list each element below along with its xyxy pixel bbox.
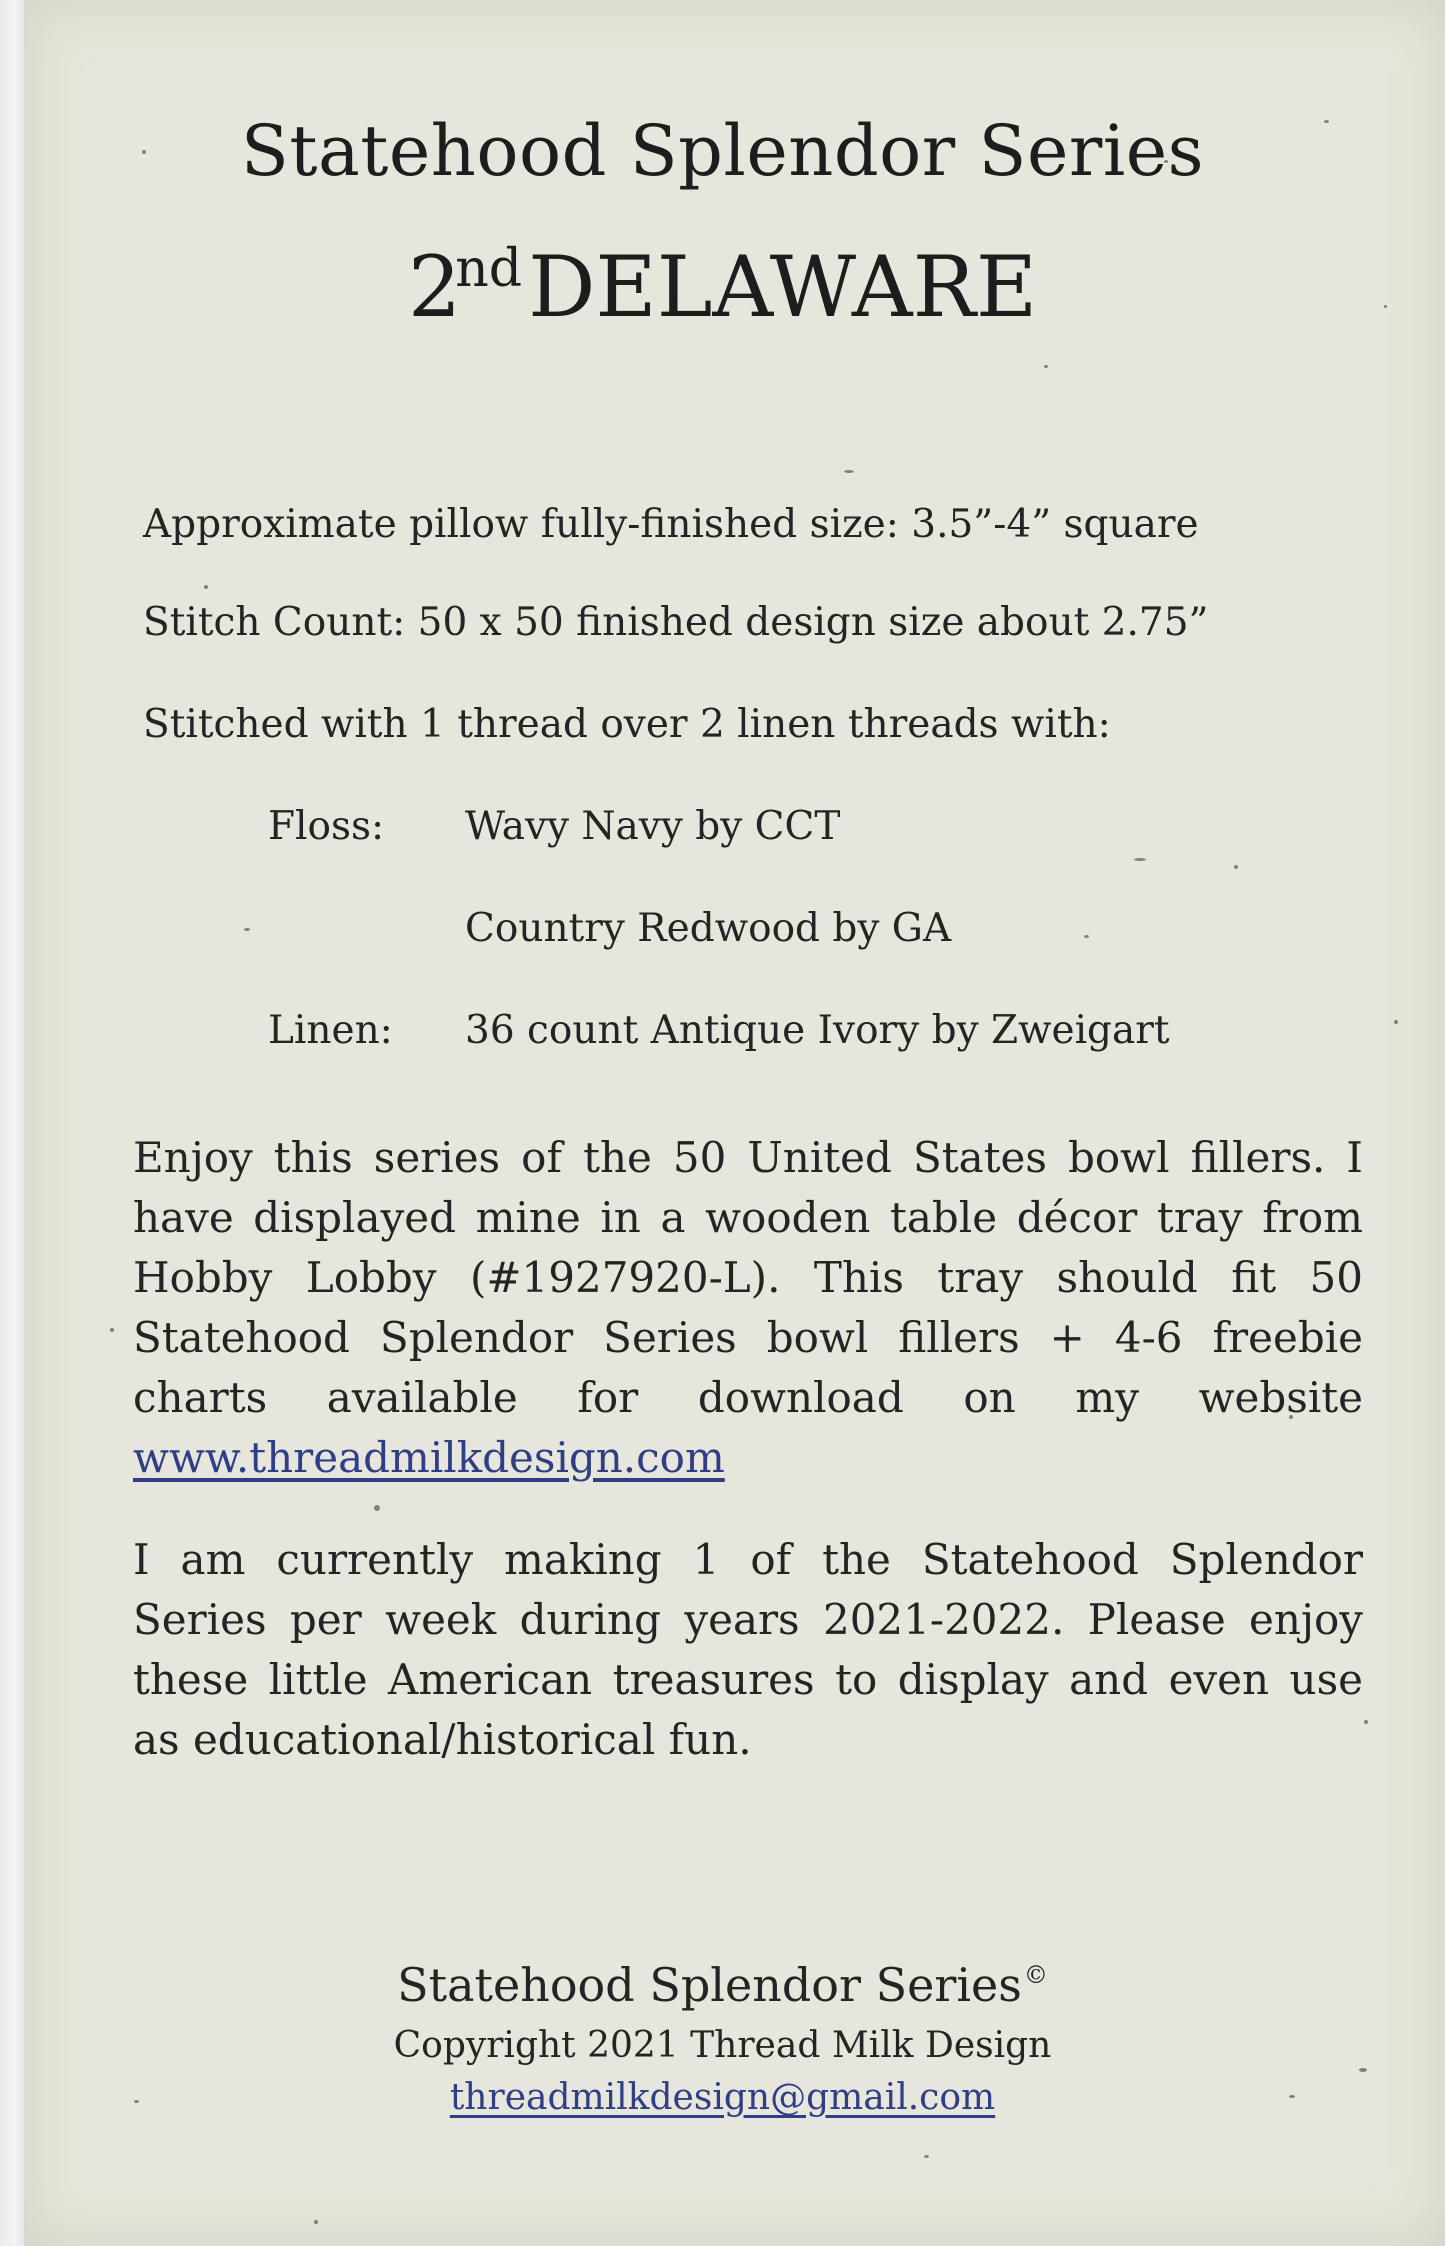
- footer-copyright: Copyright 2021 Thread Milk Design: [393, 2025, 1052, 2066]
- state-heading: [0, 238, 1445, 336]
- copyright-mark: ©: [1023, 1961, 1048, 1989]
- floss-label: Floss:: [268, 804, 385, 849]
- pillow-size-text: Approximate pillow fully-finished size: 3.5”-4” square: [143, 502, 1199, 547]
- state-ordinal-suffix: nd: [455, 239, 523, 299]
- footer-series-text: Statehood Splendor Series: [397, 1958, 1022, 2012]
- website-link[interactable]: www.threadmilkdesign.com: [133, 1433, 725, 1482]
- linen-label: Linen:: [268, 1008, 393, 1053]
- stitched-with-text: Stitched with 1 thread over 2 linen threads with:: [143, 702, 1111, 747]
- series-title: Statehood Splendor Series: [240, 110, 1205, 192]
- floss-item-1: Wavy Navy by CCT: [465, 804, 841, 849]
- pattern-card: [24, 0, 1445, 2246]
- state-ordinal-number: 2: [407, 238, 462, 336]
- stitch-count-text: Stitch Count: 50 x 50 finished design size about 2.75”: [143, 600, 1209, 645]
- email-link[interactable]: threadmilkdesign@gmail.com: [449, 2077, 996, 2118]
- footer-email-row: [0, 2077, 1445, 2118]
- weekly-release-paragraph: I am currently making 1 of the Statehood Splendor Series per week during years 2021-2022. Please enjoy these little American treasures to display and even use as educational/historical fun.: [133, 1535, 1363, 1764]
- floss-item-2: Country Redwood by GA: [465, 906, 952, 951]
- series-description-text: Enjoy this series of the 50 United States bowl fillers. I have displayed mine in a wooden table décor tray from Hobby Lobby (#1927920-L). This tray should fit 50 Statehood Splendor Series bowl fillers + 4-6 freebie charts available for download on my website: [133, 1133, 1363, 1422]
- state-name: DELAWARE: [528, 238, 1038, 336]
- linen-value: 36 count Antique Ivory by Zweigart: [465, 1008, 1170, 1053]
- series-description-paragraph: [133, 1128, 1363, 1488]
- footer-series-name: [0, 1958, 1445, 2012]
